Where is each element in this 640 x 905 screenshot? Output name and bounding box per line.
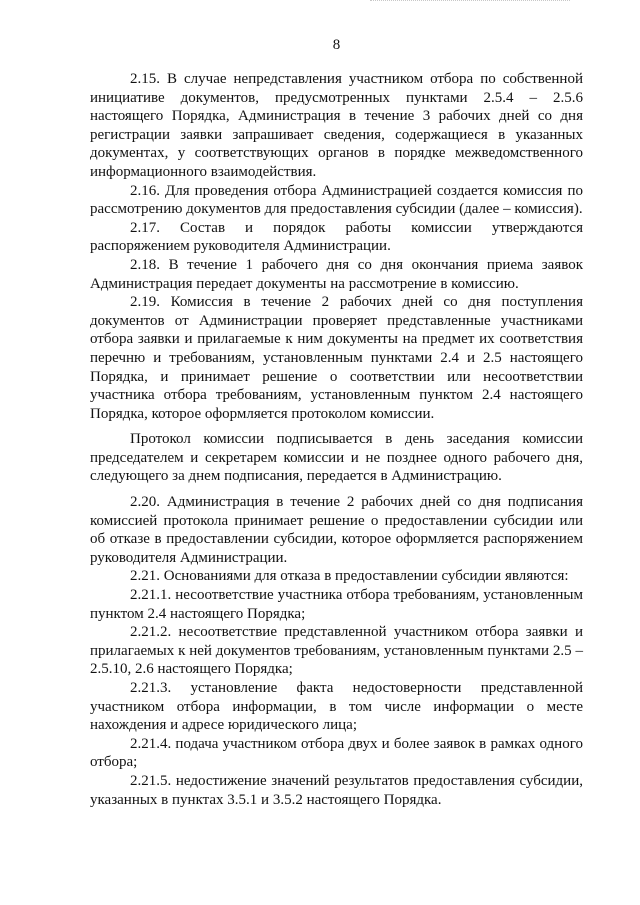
paragraph-2-21-2: 2.21.2. несоответствие представленной участником отбора заявки и прилагаемых к ней документов требованиям, установленным пунктами 2.5 – 2.5.10, 2.6 настоящего Порядка;: [90, 624, 583, 678]
paragraph-2-19: 2.19. Комиссия в течение 2 рабочих дней со дня поступления документов от Администрации проверяет представленные участниками отбора заявки и прилагаемые к ним документы на предмет их соответствия перечню и требованиям, установленным пунктами 2.4 и 2.5 настоящего Порядка, и принимает решение о соответствии или несоответствии участника отбора требованиям, установленным пунктом 2.4 настоящего Порядка, которое оформляется протоколом комиссии.: [90, 294, 583, 422]
paragraph-2-16: 2.16. Для проведения отбора Администрацией создается комиссия по рассмотрению документов для предоставления субсидии (далее – комиссия).: [90, 182, 583, 218]
paragraph-2-15: 2.15. В случае непредставления участником отбора по собственной инициативе документов, предусмотренных пунктами 2.5.4 – 2.5.6 настоящего Порядка, Администрация в течение 3 рабочих дней со дня регистрации заявки запрашивает сведения, содержащиеся в указанных документах, у соответствующих органов в порядке межведомственного информационного взаимодействия.: [90, 71, 583, 180]
paragraph-protocol: Протокол комиссии подписывается в день заседания комиссии председателем и секретарем комиссии и не позднее одного рабочего дня, следующего за днем подписания, передается в Администрацию.: [90, 431, 583, 485]
paragraph-2-21-1: 2.21.1. несоответствие участника отбора требованиям, установленным пунктом 2.4 настоящего Порядка;: [90, 587, 583, 622]
paragraph-2-21-5: 2.21.5. недостижение значений результатов предоставления субсидии, указанных в пунктах 3.5.1 и 3.5.2 настоящего Порядка.: [90, 772, 583, 808]
paragraph-2-17: 2.17. Состав и порядок работы комиссии утверждаются распоряжением руководителя Администрации.: [90, 219, 583, 255]
paragraph-2-21-3: 2.21.3. установление факта недостоверности представленной участником отбора информации, в том числе информации о месте нахождения и адресе юридического лица;: [90, 680, 583, 734]
paragraph-2-18: 2.18. В течение 1 рабочего дня со дня окончания приема заявок Администрация передает документы на рассмотрение в комиссию.: [90, 256, 583, 292]
paragraph-2-20: 2.20. Администрация в течение 2 рабочих дней со дня подписания комиссией протокола принимает решение о предоставлении субсидии или об отказе в предоставлении субсидии, которое оформляется распоряжением руководителя Администрации.: [90, 494, 583, 566]
scan-edge-mark: [370, 0, 570, 3]
paragraph-2-21: 2.21. Основаниями для отказа в предоставлении субсидии являются:: [130, 568, 569, 585]
paragraph-2-21-4: 2.21.4. подача участником отбора двух и более заявок в рамках одного отбора;: [90, 735, 583, 771]
page-number: 8: [332, 37, 341, 53]
